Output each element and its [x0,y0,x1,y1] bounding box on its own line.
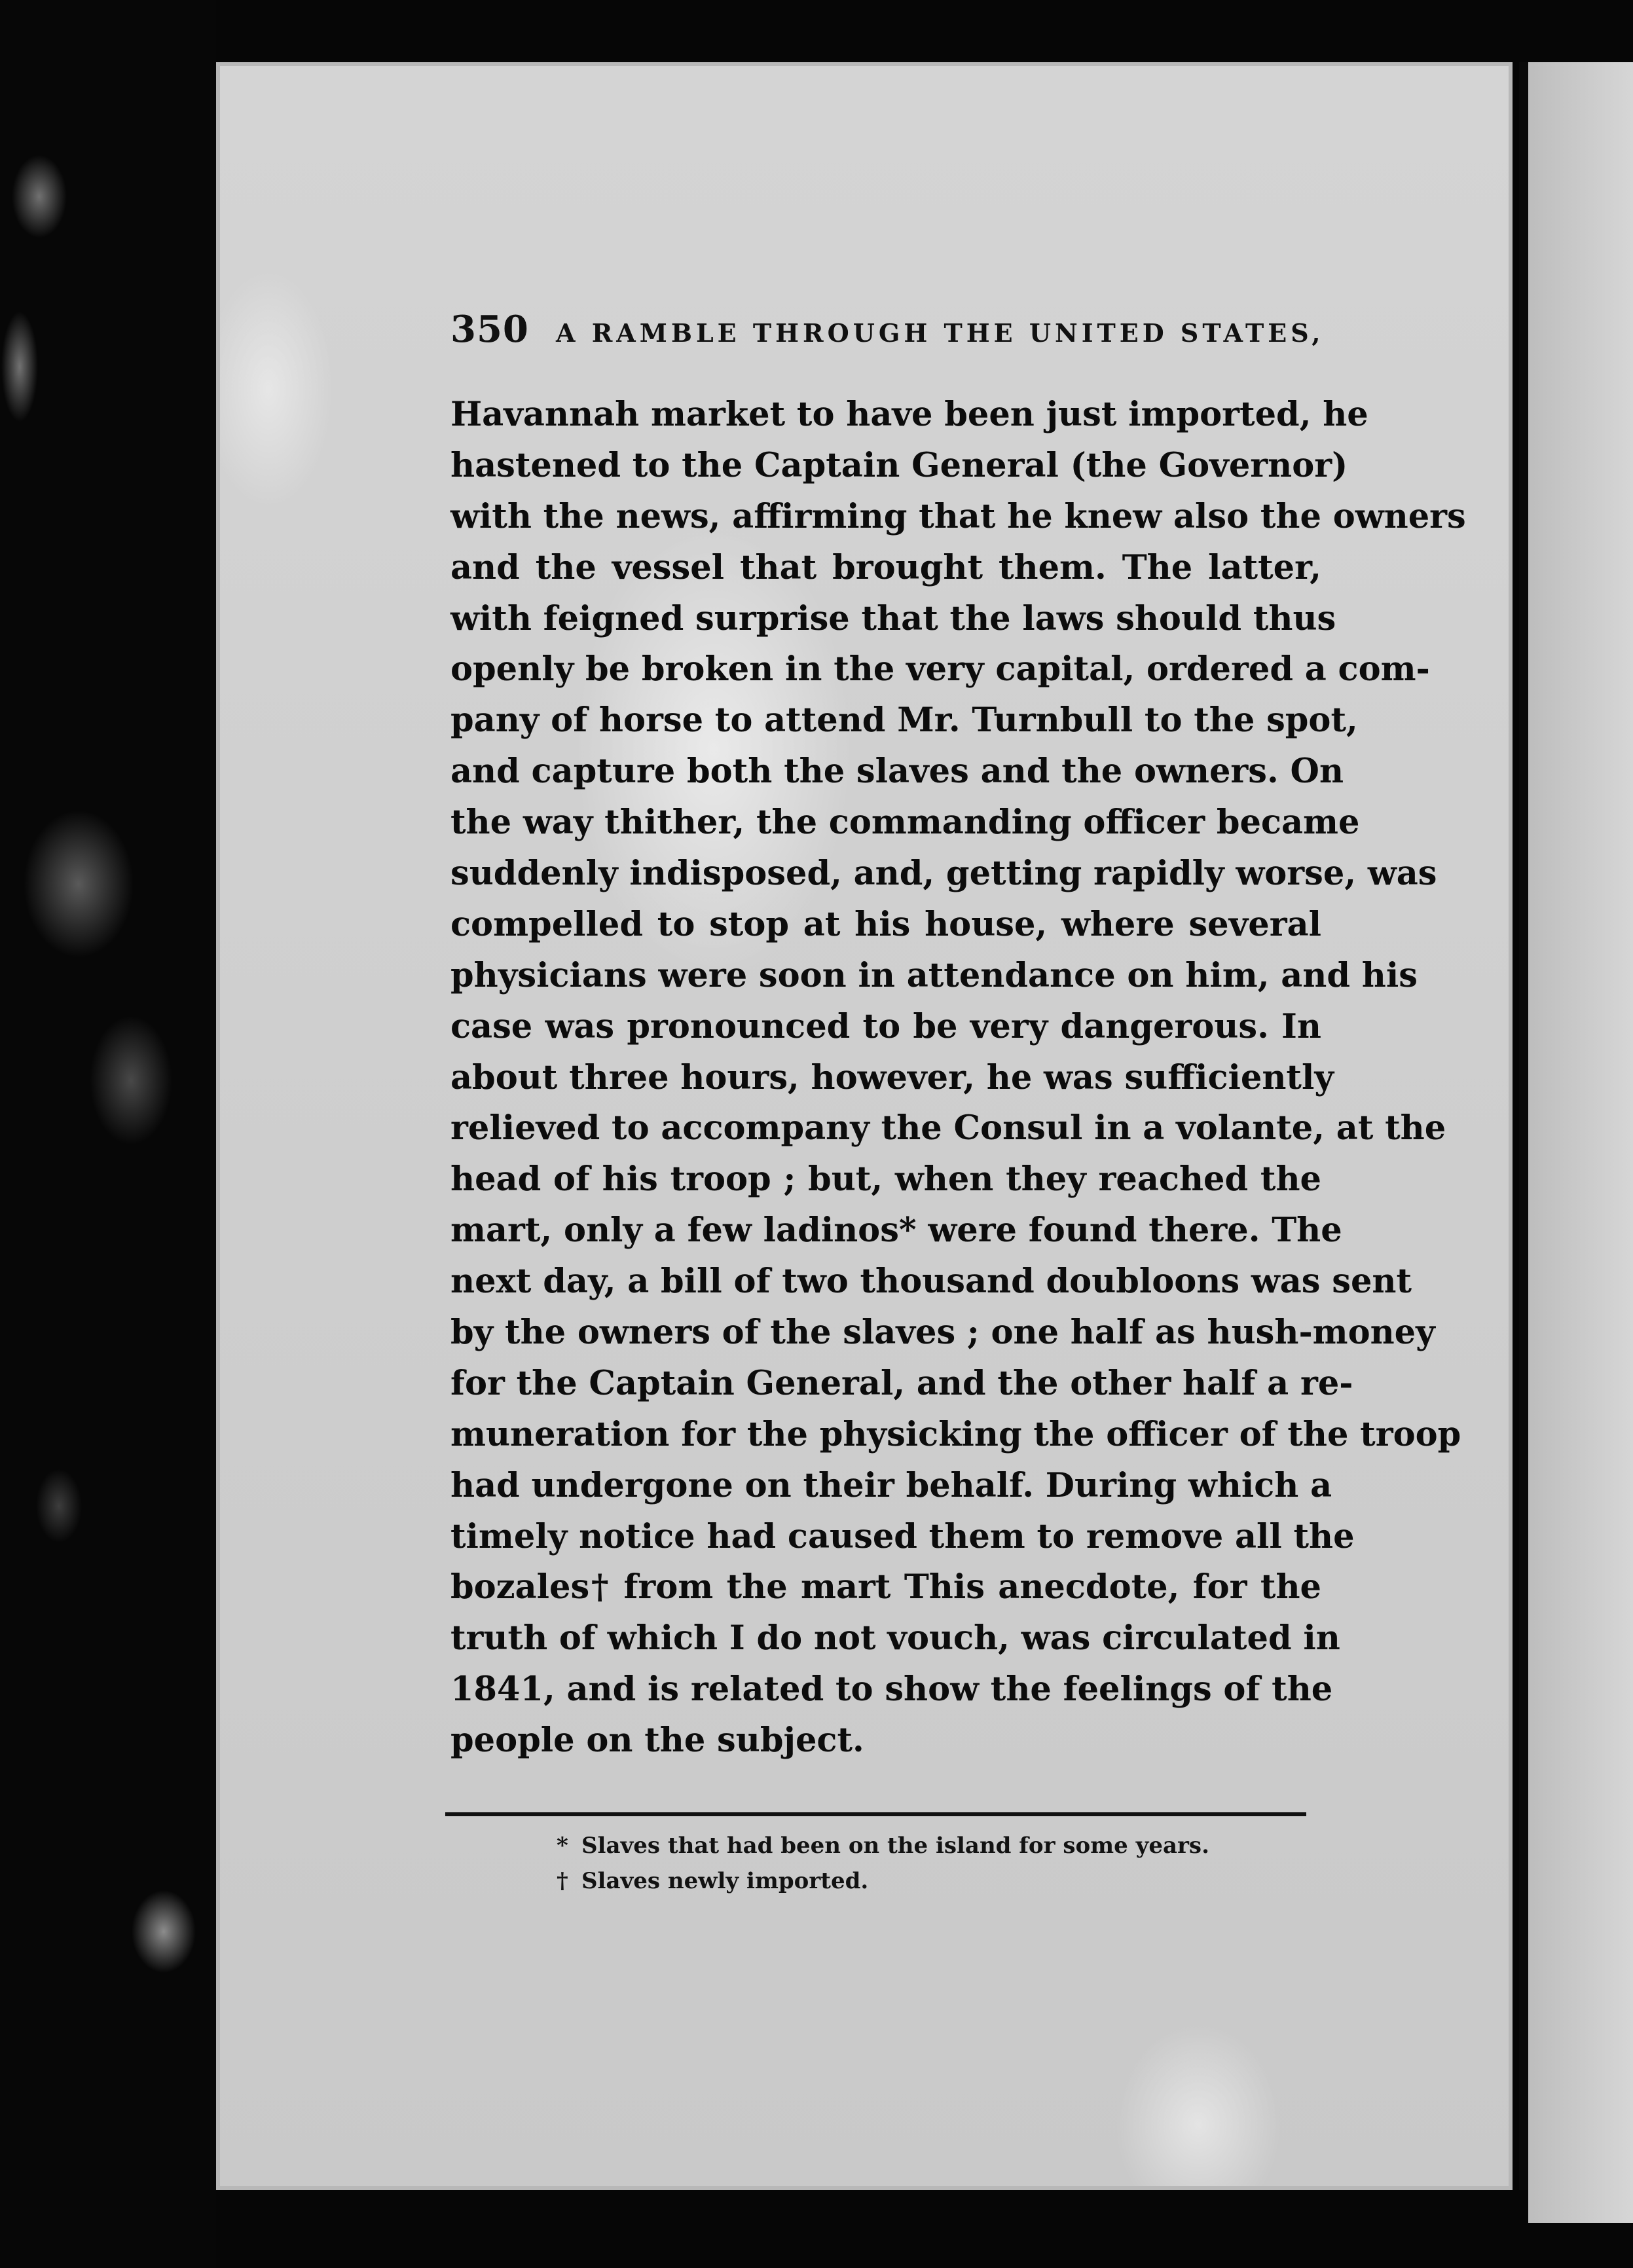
body-paragraph [450,390,1466,1766]
text-line: 1841, and is related to show the feelings of the [450,1670,1333,1710]
text-line: physicians were soon in attendance on him, and his [450,955,1418,995]
footnote-mark: * [557,1833,568,1859]
text-line: suddenly indisposed, and, getting rapidly worse, was [450,854,1437,894]
footnote [557,1863,1209,1899]
text-line: bozales† from the mart This anecdote, for the [450,1567,1321,1607]
text-line: with the news, affirming that he knew also the owners [450,496,1466,536]
text-line: muneration for the physicking the officer of the troop [450,1414,1461,1454]
scan-dark-margin [0,0,216,2268]
text-line: by the owners of the slaves ; one half as hush-money [450,1313,1435,1353]
running-head [450,308,1325,351]
text-line: with feigned surprise that the laws should thus [450,598,1336,638]
text-line: about three hours, however, he was sufficiently [450,1057,1334,1097]
text-line: openly be broken in the very capital, ordered a com- [450,649,1430,689]
text-line: head of his troop ; but, when they reached the [450,1160,1321,1199]
footnote-text: Slaves newly imported. [581,1868,869,1894]
footnote-mark: † [557,1868,568,1894]
footnotes [557,1828,1209,1899]
text-line: next day, a bill of two thousand doubloons was sent [450,1262,1412,1302]
text-line: Havannah market to have been just imported, he [450,395,1368,434]
text-line: the way thither, the commanding officer became [450,803,1360,843]
text-line: truth of which I do not vouch, was circulated in [450,1619,1340,1658]
text-line: for the Captain General, and the other half a re- [450,1363,1353,1403]
facing-page-strip [1528,62,1633,2223]
text-line: mart, only a few ladinos* were found there. The [450,1211,1342,1251]
page-gutter-edge [1519,62,1528,2190]
text-line: pany of horse to attend Mr. Turnbull to the spot, [450,701,1358,741]
text-line: and the vessel that brought them. The latter, [450,547,1321,587]
text-line: and capture both the slaves and the owners. On [450,752,1344,792]
text-line: relieved to accompany the Consul in a volante, at the [450,1108,1446,1148]
text-line: case was pronounced to be very dangerous. In [450,1006,1321,1046]
footnote-divider [445,1812,1306,1816]
footnote-text: Slaves that had been on the island for some years. [581,1833,1209,1859]
text-line: hastened to the Captain General (the Governor) [450,445,1348,485]
text-line: compelled to stop at his house, where several [450,904,1321,944]
running-title: A RAMBLE THROUGH THE UNITED STATES, [556,318,1325,348]
text-line: timely notice had caused them to remove all the [450,1516,1355,1556]
footnote [557,1828,1209,1863]
text-line: people on the subject. [450,1721,864,1761]
page-number: 350 [450,308,529,351]
text-line: had undergone on their behalf. During which a [450,1465,1332,1505]
